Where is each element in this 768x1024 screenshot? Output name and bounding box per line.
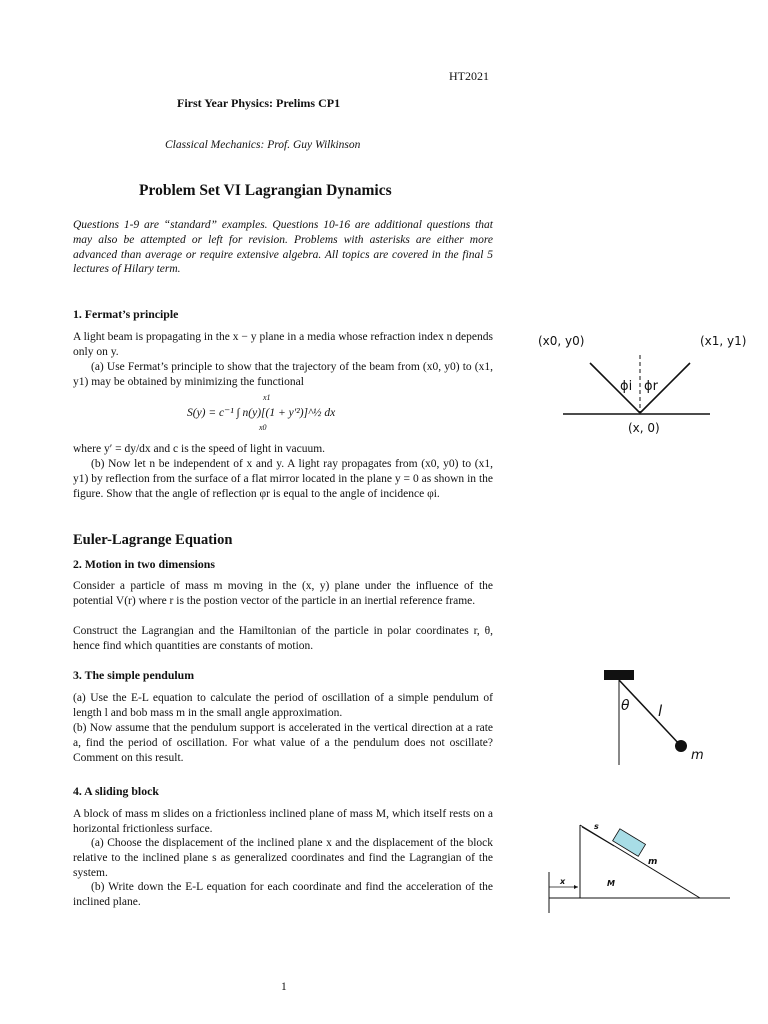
q1-text-1: A light beam is propagating in the x − y plane in a media whose refraction index n depends only on y.	[73, 331, 493, 358]
q1-text-3: where y′ = dy/dx and c is the speed of light in vacuum.	[73, 443, 326, 455]
q3-heading: 3. The simple pendulum	[73, 668, 195, 682]
q2-text-2: Construct the Lagrangian and the Hamiltonian of the particle in polar coordinates r, θ, hence find which quantities are constants of motion.	[73, 625, 493, 652]
q1-text-2: (a) Use Fermat’s principle to show that the trajectory of the beam from (x0, y0) to (x1, y1) may be obtained by minimizing the functional	[73, 361, 493, 388]
intro-paragraph: Questions 1-9 are “standard” examples. Questions 10-16 are additional questions that may also be attempted or left for revision. Problems with asterisks are either more advanced than average or require extensive algebra. All topics are covered in the final 5 lectures of Hilary term.	[73, 219, 493, 276]
q4-text-3: (b) Write down the E-L equation for each coordinate and find the acceleration of the inclined plane.	[73, 881, 493, 908]
end-point-label: (x1, y1)	[700, 334, 747, 348]
pendulum-bob	[675, 740, 687, 752]
x-label: x	[560, 877, 566, 886]
inclined-plane-figure	[540, 815, 740, 915]
lecturer-line: Classical Mechanics: Prof. Guy Wilkinson	[165, 139, 361, 151]
q4-heading: 4. A sliding block	[73, 784, 159, 798]
fermat-functional	[187, 395, 407, 435]
bob-mass-label: m	[691, 748, 704, 763]
q3-text-1: (a) Use the E-L equation to calculate the period of oscillation of a simple pendulum of length l and bob mass m in the small angle approximation.	[73, 692, 493, 719]
q2-heading: 2. Motion in two dimensions	[73, 557, 215, 571]
incidence-angle-label: ϕi	[620, 379, 633, 394]
pendulum-figure	[590, 660, 720, 770]
incident-ray	[590, 363, 640, 413]
eq-upper-limit: x1	[263, 393, 271, 402]
section-heading-euler-lagrange: Euler-Lagrange Equation	[73, 532, 233, 548]
sliding-block	[613, 829, 646, 857]
q4-text-2: (a) Choose the displacement of the inclined plane x and the displacement of the block relative to the inclined plane s as generalized coordinates and find the Lagrangian of the system.	[73, 837, 493, 879]
q1-text-4: (b) Now let n be independent of x and y. A light ray propagates from (x0, y0) to (x1, y1) by reflection from the surface of a flat mirror located in the plane y = 0 as shown in the figure. Show that the angle of reflection φr is equal to the angle of incidence φi.	[73, 458, 493, 500]
mirror-point-label: (x, 0)	[628, 421, 660, 435]
q3-text-2: (b) Now assume that the pendulum support is accelerated in the vertical direction at a rate a, find the period of oscillation. For what value of a the pendulum does not oscillate? Comment on this result.	[73, 722, 493, 764]
start-point-label: (x0, y0)	[538, 334, 585, 348]
term-label: HT2021	[449, 69, 489, 83]
fermat-reflection-figure	[530, 325, 750, 440]
eq-lower-limit: x0	[259, 423, 267, 432]
q2-text-1: Consider a particle of mass m moving in the (x, y) plane under the influence of the potential V(r) where r is the postion vector of the particle in an inertial reference frame.	[73, 580, 493, 607]
q4-text-1: A block of mass m slides on a frictionless inclined plane of mass M, which itself rests on a horizontal frictionless surface.	[73, 808, 493, 835]
q1-heading: 1. Fermat’s principle	[73, 307, 179, 321]
course-title: First Year Physics: Prelims CP1	[177, 96, 341, 110]
s-label: s	[594, 822, 599, 831]
angle-theta-label: θ	[621, 698, 630, 714]
page-number: 1	[281, 981, 287, 993]
page-title: Problem Set VI Lagrangian Dynamics	[139, 182, 392, 199]
plane-mass-label: M	[607, 879, 615, 888]
reflection-angle-label: ϕr	[644, 379, 658, 394]
x-arrow-head	[574, 885, 578, 889]
block-mass-label: m	[648, 857, 658, 867]
equation-text: S(y) = c⁻¹ ∫ n(y)[(1 + y′²)]^½ dx	[187, 407, 336, 419]
incline-slope	[580, 825, 700, 898]
pendulum-support	[604, 670, 634, 680]
length-label: l	[658, 702, 663, 720]
